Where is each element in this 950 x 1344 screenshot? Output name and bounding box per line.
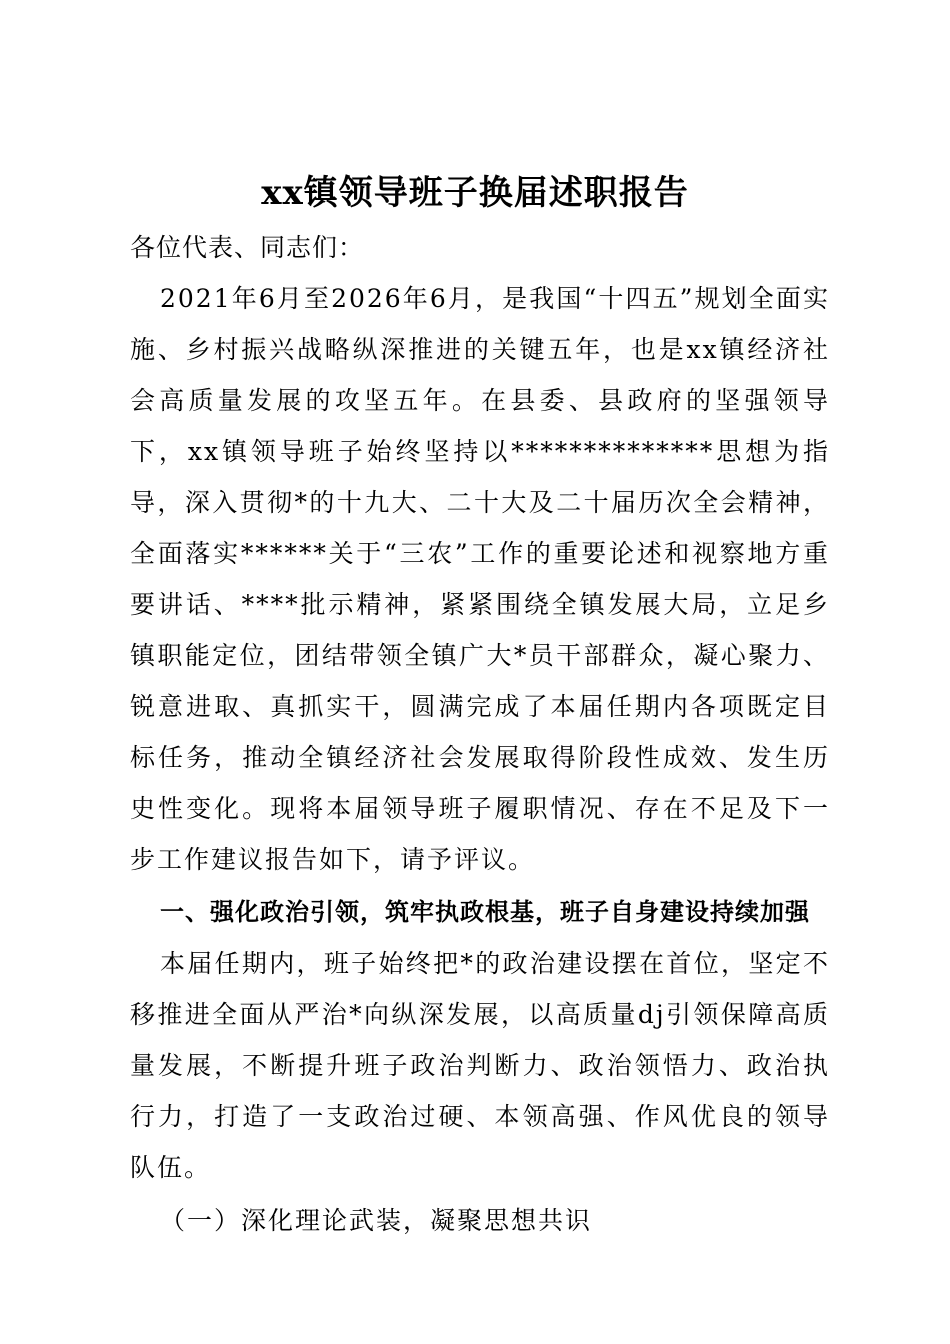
- section-paragraph: 本届任期内，班子始终把*的政治建设摆在首位，坚定不移推进全面从严治*向纵深发展，以高质量dj引领保障高质量发展，不断提升班子政治判断力、政治领悟力、政治执行力，打造了一支政治过硬、本领高强、作风优良的领导队伍。: [130, 949, 830, 1182]
- intro-paragraph: 2021年6月至2026年6月，是我国“十四五”规划全面实施、乡村振兴战略纵深推进的关键五年，也是xx镇经济社会高质量发展的攻坚五年。在县委、县政府的坚强领导下，xx镇领导班子始终坚持以**************思想为指导，深入贯彻*的十九大、二十大及二十届历次全会精神，全面落实******关于“三农”工作的重要论述和视察地方重要讲话、****批示精神，紧紧围绕全镇发展大局，立足乡镇职能定位，团结带领全镇广大*员干部群众，凝心聚力、锐意进取、真抓实干，圆满完成了本届任期内各项既定目标任务，推动全镇经济社会发展取得阶段性成效、发生历史性变化。现将本届领导班子履职情况、存在不足及下一步工作建议报告如下，请予评议。: [130, 284, 830, 874]
- subsection-heading: （一）深化理论武装，凝聚思想共识: [160, 1206, 593, 1235]
- document-body: [130, 222, 830, 1246]
- salutation: 各位代表、同志们：: [130, 233, 365, 262]
- section-heading: 一、强化政治引领，筑牢执政根基，班子自身建设持续加强: [160, 898, 810, 926]
- document-title: xx镇领导班子换届述职报告: [261, 173, 689, 213]
